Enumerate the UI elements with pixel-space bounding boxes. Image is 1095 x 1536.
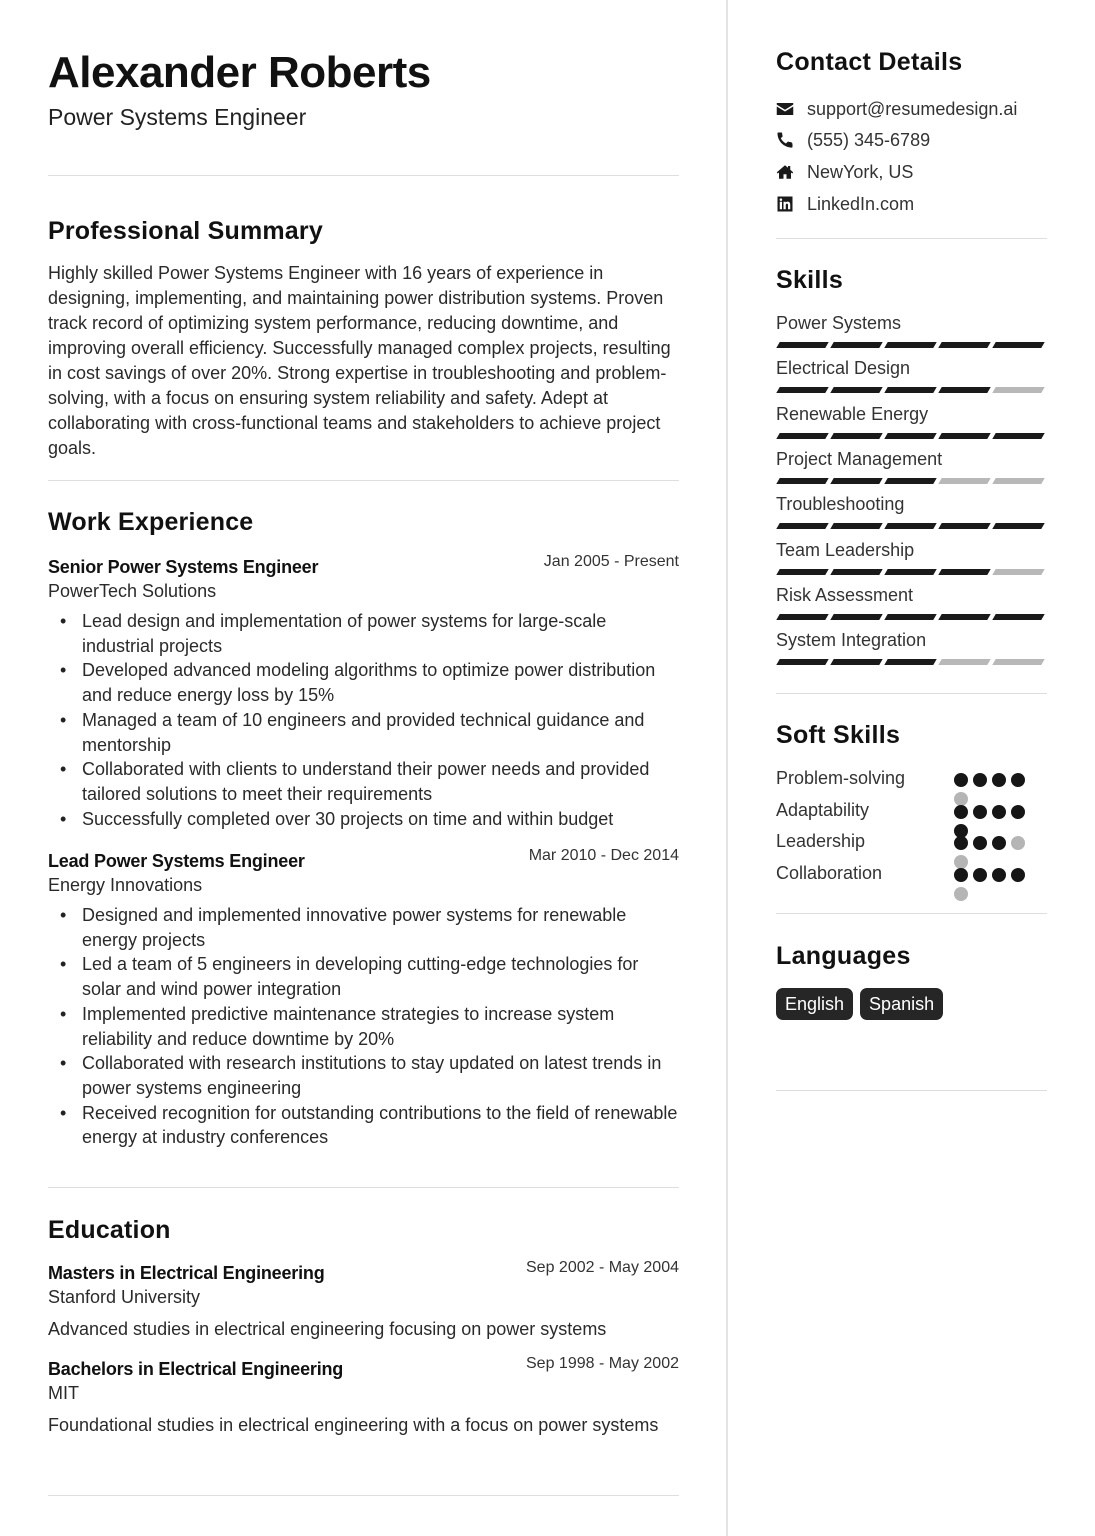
job-bullet: • Led a team of 5 engineers in developing cutting-edge technologies for solar and wind power integration — [48, 952, 679, 1001]
column-divider — [726, 0, 728, 1536]
skill-level-bar — [776, 523, 1047, 529]
rating-dot-icon — [1011, 868, 1025, 882]
skill-label: Project Management — [776, 448, 943, 469]
skill-level-segment — [884, 342, 936, 348]
job-title: Senior Power Systems Engineer — [48, 557, 319, 577]
soft-skill-item — [776, 863, 1047, 887]
skill-level-segment — [776, 523, 828, 529]
skill-level-segment — [884, 659, 936, 665]
rating-dot-icon — [973, 868, 987, 882]
languages-divider — [776, 1090, 1047, 1091]
skill-level-segment — [830, 569, 882, 575]
degree-title: Masters in Electrical Engineering — [48, 1263, 325, 1283]
rating-dot-icon — [954, 868, 968, 882]
soft-skills-heading: Soft Skills — [776, 721, 901, 749]
skill-level-segment — [992, 387, 1044, 393]
skill-level-bar — [776, 659, 1047, 665]
skill-level-segment — [938, 523, 990, 529]
skill-level-segment — [938, 659, 990, 665]
job-title: Lead Power Systems Engineer — [48, 851, 305, 871]
skill-level-segment — [830, 659, 882, 665]
rating-dot-icon — [954, 805, 968, 819]
rating-dot-icon — [973, 836, 987, 850]
linkedin-icon — [776, 195, 794, 213]
skill-level-segment — [830, 433, 882, 439]
skill-item — [776, 584, 1047, 620]
skill-level-segment — [938, 387, 990, 393]
skill-level-segment — [830, 478, 882, 484]
job-company: PowerTech Solutions — [48, 581, 217, 601]
rating-dot-icon — [954, 887, 968, 901]
job-entry — [48, 555, 679, 831]
soft-skill-rating — [954, 868, 1030, 901]
skill-level-segment — [992, 569, 1044, 575]
soft-skill-label: Problem-solving — [776, 768, 906, 788]
rating-dot-icon — [992, 773, 1006, 787]
skill-level-segment — [938, 614, 990, 620]
rating-dot-icon — [973, 773, 987, 787]
job-bullet: • Implemented predictive maintenance strategies to increase system reliability and reduce downtime by 20% — [48, 1002, 679, 1051]
rating-dot-icon — [1011, 773, 1025, 787]
skill-level-segment — [938, 569, 990, 575]
contact-phone-text: (555) 345-6789 — [807, 129, 931, 150]
header-divider — [48, 175, 679, 176]
skill-level-bar — [776, 342, 1047, 348]
experience-divider — [48, 1187, 679, 1188]
skill-label: Team Leadership — [776, 539, 915, 560]
skill-item — [776, 629, 1047, 665]
skill-level-segment — [884, 387, 936, 393]
skill-level-segment — [776, 387, 828, 393]
skill-level-segment — [884, 478, 936, 484]
skill-level-segment — [992, 342, 1044, 348]
education-divider — [48, 1495, 679, 1496]
skill-level-segment — [884, 523, 936, 529]
summary-divider — [48, 480, 679, 481]
rating-dot-icon — [992, 836, 1006, 850]
skill-level-bar — [776, 387, 1047, 393]
job-bullet: • Lead design and implementation of power systems for large-scale industrial projects — [48, 609, 679, 658]
soft-skill-label: Adaptability — [776, 799, 870, 820]
soft-skill-item — [776, 831, 1047, 855]
skill-level-segment — [830, 523, 882, 529]
job-bullets — [48, 609, 679, 831]
language-tag: Spanish — [860, 988, 943, 1020]
skill-level-segment — [830, 342, 882, 348]
rating-dot-icon — [992, 805, 1006, 819]
skill-level-segment — [830, 387, 882, 393]
candidate-title: Power Systems Engineer — [48, 104, 307, 130]
job-bullet: • Collaborated with clients to understand their power needs and provided tailored solutions to meet their requirements — [48, 757, 679, 806]
skill-level-bar — [776, 433, 1047, 439]
skill-level-bar — [776, 478, 1047, 484]
contact-location — [776, 160, 913, 184]
contact-phone[interactable] — [776, 128, 930, 152]
skill-label: Electrical Design — [776, 358, 911, 379]
home-icon — [776, 163, 794, 181]
rating-dot-icon — [1011, 805, 1025, 819]
skill-label: System Integration — [776, 630, 927, 651]
soft-skill-item — [776, 800, 1047, 824]
rating-dot-icon — [954, 836, 968, 850]
skill-level-segment — [938, 342, 990, 348]
degree-title: Bachelors in Electrical Engineering — [48, 1359, 344, 1379]
skill-level-segment — [830, 614, 882, 620]
experience-heading: Work Experience — [48, 508, 254, 536]
skills-divider — [776, 693, 1047, 694]
summary-text: Highly skilled Power Systems Engineer with 16 years of experience in designing, implementing, and maintaining power distribution systems. Proven track record of optimizing system performance, reducing downtime, and improving overall efficiency. Successfully managed complex projects, resulting in cost savings of over 20%. Strong expertise in troubleshooting and problem-solving, with a focus on ensuring system reliability and safety. Adept at collaborating with cross-functional teams and stakeholders to achieve project goals. — [48, 263, 671, 458]
skill-label: Troubleshooting — [776, 494, 905, 515]
skill-level-segment — [776, 569, 828, 575]
skill-level-segment — [992, 433, 1044, 439]
education-description: Advanced studies in electrical engineering focusing on power systems — [48, 1319, 607, 1339]
skill-item — [776, 448, 1047, 484]
languages-heading: Languages — [776, 942, 911, 970]
contact-linkedin-text: LinkedIn.com — [807, 193, 915, 214]
skill-label: Renewable Energy — [776, 403, 929, 424]
education-dates: Sep 1998 - May 2002 — [526, 1355, 679, 1372]
summary-heading: Professional Summary — [48, 217, 323, 245]
phone-icon — [776, 131, 794, 149]
skill-label: Risk Assessment — [776, 584, 914, 605]
soft-skill-label: Collaboration — [776, 862, 883, 883]
job-bullets — [48, 903, 679, 1150]
job-dates: Mar 2010 - Dec 2014 — [528, 847, 679, 864]
skill-level-segment — [992, 478, 1044, 484]
education-dates: Sep 2002 - May 2004 — [526, 1259, 679, 1276]
envelope-icon — [776, 100, 794, 118]
skill-label: Power Systems — [776, 313, 902, 333]
skill-item — [776, 539, 1047, 575]
job-bullet: • Successfully completed over 30 projects on time and within budget — [48, 807, 679, 832]
contact-divider — [776, 238, 1047, 239]
skill-item — [776, 403, 1047, 439]
skill-level-segment — [776, 659, 828, 665]
rating-dot-icon — [1011, 836, 1025, 850]
soft-skill-label: Leadership — [776, 831, 866, 851]
skill-level-segment — [884, 433, 936, 439]
contact-email-text: support@resumedesign.ai — [807, 98, 1018, 119]
skill-item — [776, 312, 1047, 348]
contact-email[interactable] — [776, 97, 1017, 121]
skill-item — [776, 357, 1047, 393]
job-bullet: • Managed a team of 10 engineers and provided technical guidance and mentorship — [48, 708, 679, 757]
education-heading: Education — [48, 1216, 171, 1244]
skill-level-segment — [776, 342, 828, 348]
job-dates: Jan 2005 - Present — [543, 553, 679, 570]
skill-level-segment — [938, 478, 990, 484]
language-tag: English — [776, 988, 853, 1020]
contact-heading: Contact Details — [776, 48, 963, 76]
education-entry — [48, 1261, 679, 1342]
skill-level-bar — [776, 569, 1047, 575]
skill-level-bar — [776, 614, 1047, 620]
contact-linkedin[interactable] — [776, 192, 914, 216]
job-entry — [48, 849, 679, 1150]
skill-level-segment — [884, 569, 936, 575]
contact-location-text: NewYork, US — [807, 161, 914, 182]
skill-level-segment — [992, 659, 1044, 665]
soft-skills-divider — [776, 913, 1047, 914]
rating-dot-icon — [954, 773, 968, 787]
job-bullet: • Received recognition for outstanding contributions to the field of renewable energy at industry conferences — [48, 1101, 679, 1150]
skill-level-segment — [884, 614, 936, 620]
education-entry — [48, 1357, 679, 1438]
languages-list — [776, 988, 943, 1020]
job-bullet: • Collaborated with research institutions to stay updated on latest trends in power systems engineering — [48, 1051, 679, 1100]
skill-level-segment — [992, 614, 1044, 620]
skills-heading: Skills — [776, 266, 844, 294]
skill-level-segment — [992, 523, 1044, 529]
school-name: MIT — [48, 1383, 79, 1403]
rating-dot-icon — [992, 868, 1006, 882]
rating-dot-icon — [973, 805, 987, 819]
skill-level-segment — [938, 433, 990, 439]
school-name: Stanford University — [48, 1287, 201, 1307]
job-bullet: • Designed and implemented innovative power systems for renewable energy projects — [48, 903, 679, 952]
skill-level-segment — [776, 433, 828, 439]
skill-level-segment — [776, 478, 828, 484]
skill-level-segment — [776, 614, 828, 620]
soft-skill-item — [776, 768, 1047, 792]
candidate-name: Alexander Roberts — [48, 48, 431, 97]
job-bullet: • Developed advanced modeling algorithms to optimize power distribution and reduce energy loss by 15% — [48, 658, 679, 707]
job-company: Energy Innovations — [48, 875, 203, 895]
skill-item — [776, 493, 1047, 529]
education-description: Foundational studies in electrical engineering with a focus on power systems — [48, 1415, 659, 1435]
